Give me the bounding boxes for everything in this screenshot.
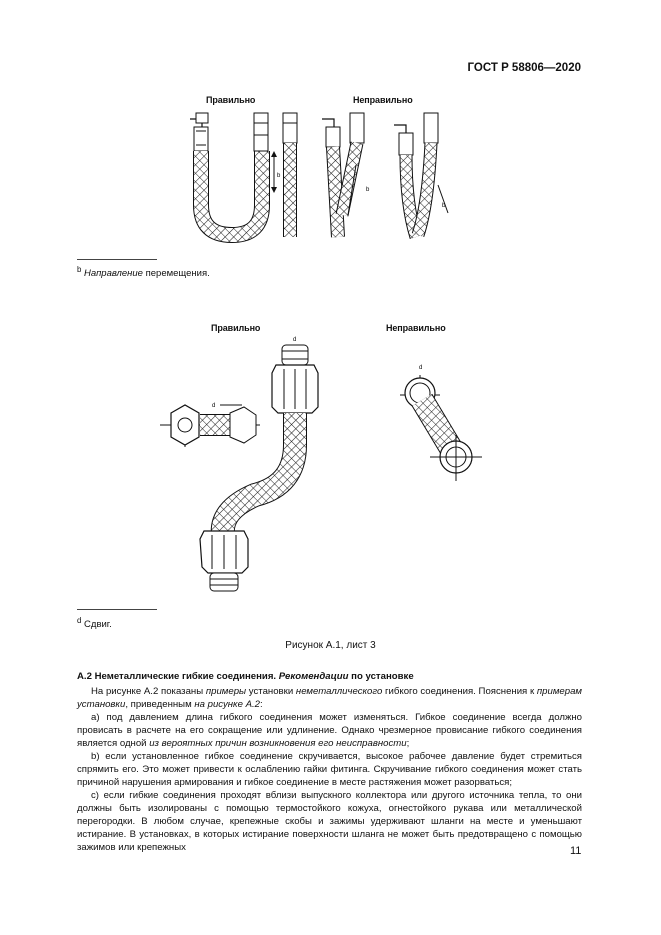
- motion-marker-b2: b: [366, 187, 370, 193]
- hose-u-bend-correct: [190, 113, 268, 235]
- section-title: А.2 Неметаллические гибкие соединения. Рекомендации по установке: [77, 671, 414, 682]
- fig2-label-incorrect: Неправильно: [386, 323, 446, 333]
- page-number: 11: [570, 845, 582, 857]
- end-view-incorrect: [400, 365, 482, 481]
- hose-v-incorrect: [322, 113, 370, 237]
- document-code: ГОСТ Р 58806—2020: [467, 62, 581, 74]
- twist-marker-d1: d: [212, 403, 216, 409]
- motion-marker-b: b: [277, 173, 281, 179]
- hose-routing-figure: [170, 105, 460, 245]
- hose-y-incorrect: [394, 113, 448, 237]
- footnote-b: $^b$ Направление перемещения.: [77, 265, 210, 280]
- fig1-label-correct: Правильно: [206, 95, 256, 105]
- paragraph-intro: На рисунке А.2 показаны примеры установки неметаллического гибкого соединения. Пояснения к примерам установки, приведенным на рисунке А.2:: [77, 686, 582, 710]
- footnote-rule: [77, 259, 157, 260]
- paragraph-b: b) если установленное гибкое соединение скручивается, высокое рабочее давление будет стремиться спрямить его. Это может привести к ослаблению гайки фитинга. Скручивание гибкого соединения может стать причиной нарушения армирования и гибкое соединение в месте растяжения может разорваться;: [77, 751, 582, 788]
- motion-marker-b3: b: [442, 203, 446, 209]
- paragraph-a: а) под давлением длина гибкого соединения может изменяться. Гибкое соединение всегда должно провисать в расчете на его сокращение или удлинение. Однако чрезмерное провисание гибкого соединения является одной из вероятных причин возникновения его неисправности;: [77, 712, 582, 749]
- twist-marker-d2: d: [293, 337, 297, 343]
- paragraph-c: с) если гибкие соединения проходят вблизи выпускного коллектора или другого источника тепла, то они должны быть изолированы с помощью термостойкого кожуха, огнестойкого рукава или металлической перегородки. В любом случае, крепежные скобы и зажимы удерживают шланги на месте и уменьшают истирание. В установках, в которых истирание поверхности шланга не может быть предотвращено с помощью зажимов или крепежных: [77, 790, 582, 853]
- fig1-label-incorrect: Неправильно: [353, 95, 413, 105]
- motion-arrow-correct: [271, 151, 281, 193]
- twist-marker-d3: d: [419, 365, 423, 371]
- hose-straight-correct: [283, 113, 297, 237]
- end-view-correct: [160, 403, 260, 447]
- footnote-d: $^d$ Сдвиг.: [77, 616, 112, 631]
- hose-twist-figure: [160, 335, 490, 600]
- figure-caption: Рисунок А.1, лист 3: [285, 640, 376, 651]
- fig2-label-correct: Правильно: [211, 323, 261, 333]
- footnote-rule-2: [77, 609, 157, 610]
- hose-s-bend-correct: [200, 337, 318, 591]
